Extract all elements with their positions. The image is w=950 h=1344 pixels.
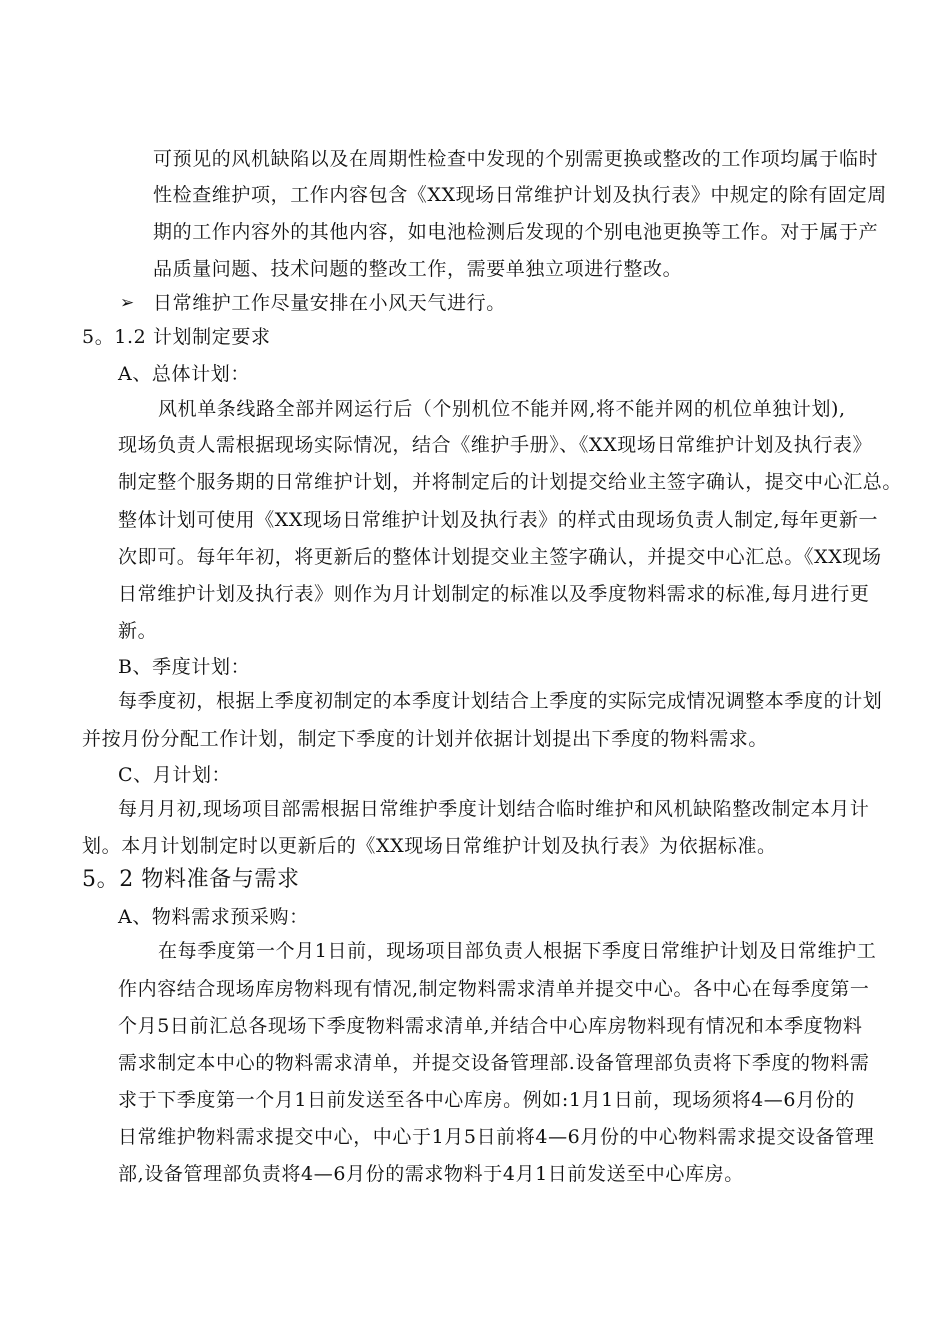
paragraph-line: 个月5日前汇总各现场下季度物料需求清单,并结合中心库房物料现有情况和本季度物料 bbox=[118, 1015, 863, 1037]
paragraph-line: 日常维护计划及执行表》则作为月计划制定的标准以及季度物料需求的标准,每月进行更 bbox=[118, 583, 870, 605]
bullet-arrow-icon: ➢ bbox=[120, 293, 135, 313]
section-heading-5-2: 5。2 物料准备与需求 bbox=[82, 867, 300, 892]
paragraph-line: 制定整个服务期的日常维护计划，并将制定后的计划提交给业主签字确认，提交中心汇总。 bbox=[118, 471, 903, 493]
subheading-material-procurement: A、物料需求预采购： bbox=[118, 906, 309, 928]
subheading-quarterly-plan: B、季度计划： bbox=[118, 656, 251, 678]
paragraph-line: 次即可。每年年初，将更新后的整体计划提交业主签字确认，并提交中心汇总。《XX现场 bbox=[118, 546, 882, 568]
subheading-overall-plan: A、总体计划： bbox=[118, 363, 250, 385]
bullet-text: 日常维护工作尽量安排在小风天气进行。 bbox=[153, 292, 506, 314]
paragraph-line: 每月月初,现场项目部需根据日常维护季度计划结合临时维护和风机缺陷整改制定本月计 bbox=[118, 798, 870, 820]
paragraph-line: 整体计划可使用《XX现场日常维护计划及执行表》的样式由现场负责人制定,每年更新一 bbox=[118, 509, 879, 531]
subheading-monthly-plan: C、月计划： bbox=[118, 764, 232, 786]
paragraph-line: 求于下季度第一个月1日前发送至各中心库房。例如:1月1日前，现场须将4—6月份的 bbox=[118, 1089, 855, 1111]
paragraph-line: 划。本月计划制定时以更新后的《XX现场日常维护计划及执行表》为依据标准。 bbox=[82, 835, 777, 857]
paragraph-line: 每季度初，根据上季度初制定的本季度计划结合上季度的实际完成情况调整本季度的计划 bbox=[118, 690, 883, 712]
paragraph-line: 需求制定本中心的物料需求清单，并提交设备管理部.设备管理部负责将下季度的物料需 bbox=[118, 1052, 870, 1074]
section-heading-5-1-2: 5。1.2 计划制定要求 bbox=[82, 326, 271, 348]
paragraph-line: 现场负责人需根据现场实际情况，结合《维护手册》、《XX现场日常维护计划及执行表》 bbox=[118, 434, 873, 456]
paragraph-line: 期的工作内容外的其他内容，如电池检测后发现的个别电池更换等工作。对于属于产 bbox=[153, 221, 879, 243]
paragraph-line: 在每季度第一个月1日前，现场项目部负责人根据下季度日常维护计划及日常维护工 bbox=[158, 940, 877, 962]
paragraph-line: 作内容结合现场库房物料现有情况,制定物料需求清单并提交中心。各中心在每季度第一 bbox=[118, 978, 870, 1000]
paragraph-line: 日常维护物料需求提交中心，中心于1月5日前将4—6月份的中心物料需求提交设备管理 bbox=[118, 1126, 875, 1148]
paragraph-line: 新。 bbox=[118, 620, 158, 642]
paragraph-line: 风机单条线路全部并网运行后（个别机位不能并网,将不能并网的机位单独计划), bbox=[158, 398, 846, 420]
paragraph-line: 性检查维护项，工作内容包含《XX现场日常维护计划及执行表》中规定的除有固定周 bbox=[153, 184, 887, 206]
paragraph-line: 部,设备管理部负责将4—6月份的需求物料于4月1日前发送至中心库房。 bbox=[118, 1163, 744, 1185]
paragraph-line: 品质量问题、技术问题的整改工作，需要单独立项进行整改。 bbox=[153, 258, 683, 280]
paragraph-line: 可预见的风机缺陷以及在周期性检查中发现的个别需更换或整改的工作项均属于临时 bbox=[153, 148, 879, 170]
paragraph-line: 并按月份分配工作计划，制定下季度的计划并依据计划提出下季度的物料需求。 bbox=[82, 728, 769, 750]
